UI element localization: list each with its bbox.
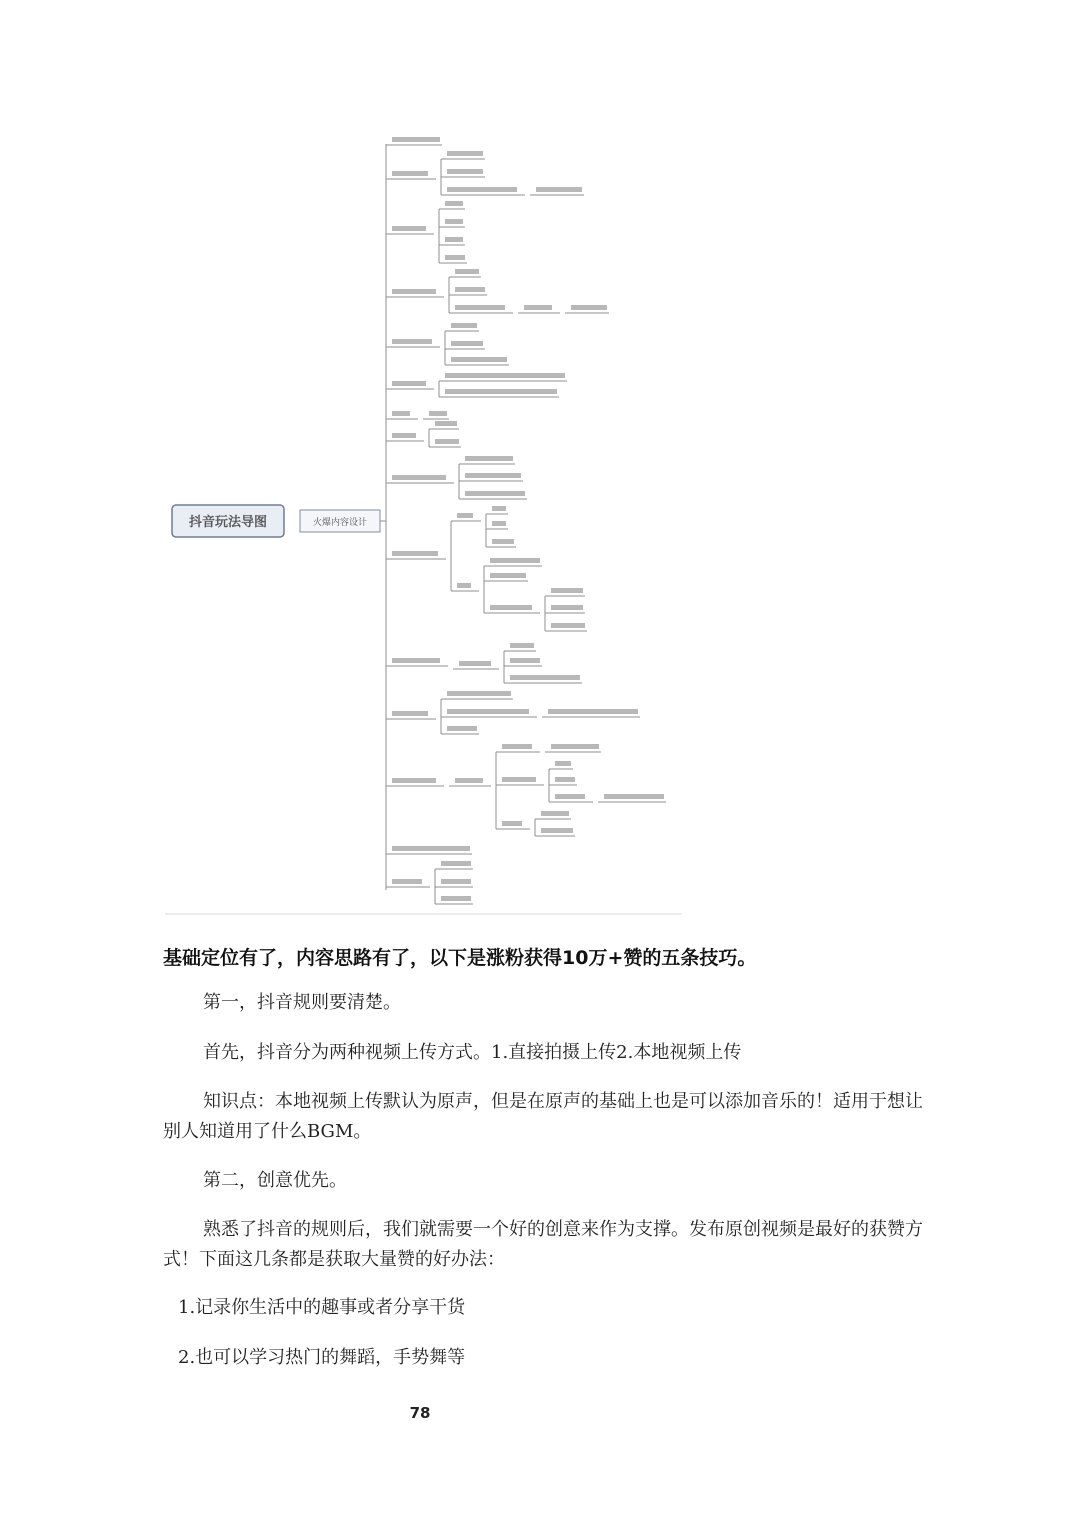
mindmap-root-label: 抖音玩法导图 — [188, 515, 268, 530]
section-heading: 基础定位有了，内容思路有了，以下是涨粉获得10万+赞的五条技巧。 — [163, 947, 757, 969]
list-item-learn-dance: 2.也可以学习热门的舞蹈，手势舞等 — [178, 1347, 466, 1368]
paragraph-creativity-title: 第二，创意优先。 — [203, 1170, 347, 1191]
mindmap-image — [160, 128, 685, 918]
list-item-record-life: 1.记录你生活中的趣事或者分享干货 — [178, 1297, 466, 1318]
paragraph-knowledge-point: 知识点：本地视频上传默认为原声，但是在原声的基础上也是可以添加音乐的！适用于想让别人知道用了什么BGM。 — [163, 1091, 923, 1142]
paragraph-upload-methods: 首先，抖音分为两种视频上传方式。1.直接拍摄上传2.本地视频上传 — [203, 1042, 742, 1063]
paragraph-rule-title: 第一，抖音规则要清楚。 — [203, 992, 401, 1013]
page-number: 78 — [409, 1404, 431, 1422]
paragraph-creativity-body: 熟悉了抖音的规则后，我们就需要一个好的创意来作为支撑。发布原创视频是最好的获赞方式！下面这几条都是获取大量赞的好办法： — [163, 1219, 923, 1270]
mindmap-center-label: 火爆内容设计 — [312, 518, 368, 528]
